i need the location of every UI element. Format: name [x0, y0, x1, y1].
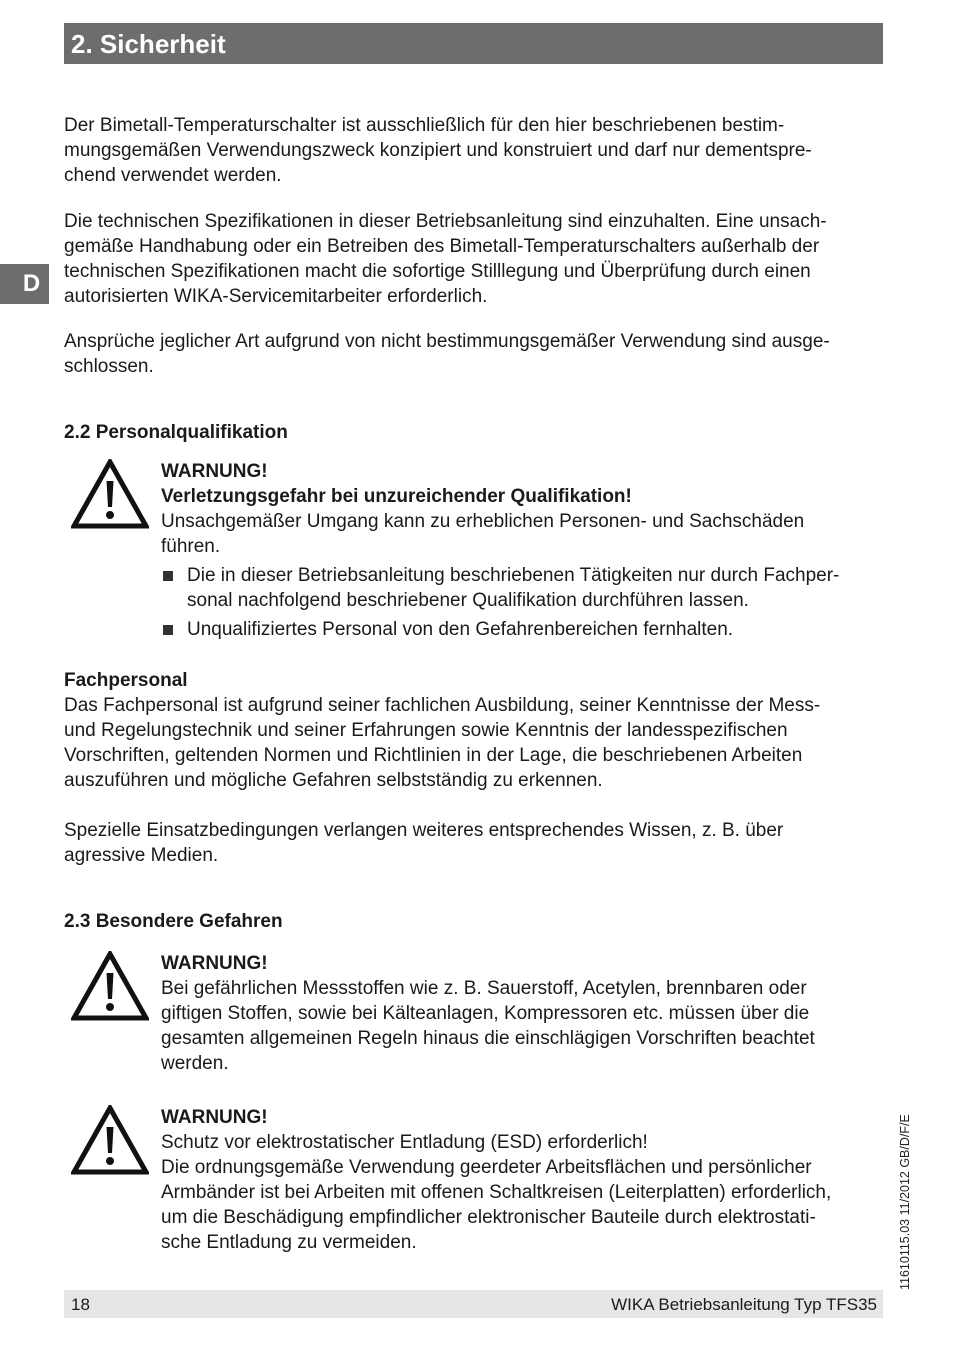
text-line: auszuführen und mögliche Gefahren selbstständig zu erkennen. [64, 770, 603, 791]
intro-paragraph-2 [64, 209, 894, 309]
footer-document-title: WIKA Betriebsanleitung Typ TFS35 [611, 1295, 877, 1314]
text-line: Das Fachpersonal ist aufgrund seiner fachlichen Ausbildung, seiner Kenntnisse der Mess- [64, 695, 821, 716]
fachpersonal-section [64, 668, 894, 793]
warning-text-line: gesamten allgemeinen Regeln hinaus die einschlägigen Vorschriften beachtet [161, 1028, 815, 1049]
intro-paragraph-1 [64, 113, 894, 188]
bullet-text-line: sonal nachfolgend beschriebener Qualifikation durchführen lassen. [187, 590, 749, 611]
section-heading-2-3: 2.3 Besondere Gefahren [64, 911, 283, 932]
document-code-text: 11610115.03 11/2012 GB/D/F/E [898, 1114, 912, 1290]
page-footer [64, 1290, 883, 1318]
bullet-text-line: Die in dieser Betriebsanleitung beschriebenen Tätigkeiten nur durch Fachper- [187, 565, 840, 586]
warning-text-line: Bei gefährlichen Messstoffen wie z. B. Sauerstoff, Acetylen, brennbaren oder [161, 978, 807, 999]
warning-text-line: führen. [161, 536, 221, 557]
text-line: Ansprüche jeglicher Art aufgrund von nicht bestimmungsgemäßer Verwendung sind ausge- [64, 331, 830, 352]
warning-text-line: um die Beschädigung empfindlicher elektronischer Bauteile durch elektrostati- [161, 1207, 816, 1228]
intro-paragraph-3 [64, 329, 894, 379]
text-line: schlossen. [64, 356, 154, 377]
warning-content [161, 1105, 891, 1255]
fachpersonal-paragraph-2 [64, 818, 894, 868]
warning-subtitle: Verletzungsgefahr bei unzureichender Qualifikation! [161, 486, 632, 507]
text-line: Vorschriften, geltenden Normen und Richtlinien in der Lage, die beschriebenen Arbeiten [64, 745, 803, 766]
bullet-text-line: Unqualifiziertes Personal von den Gefahrenbereichen fernhalten. [187, 619, 734, 640]
text-line: technischen Spezifikationen macht die sofortige Stilllegung und Überprüfung durch einen [64, 261, 811, 282]
warning-triangle-icon [71, 1105, 149, 1175]
warning-label: WARNUNG! [161, 461, 268, 482]
bullet-item [161, 563, 891, 613]
fachpersonal-heading: Fachpersonal [64, 670, 188, 691]
warning-text-line: sche Entladung zu vermeiden. [161, 1232, 417, 1253]
bullet-item [161, 617, 891, 642]
warning-triangle-icon [71, 951, 149, 1021]
section-heading-2-2: 2.2 Personalqualifikation [64, 422, 288, 443]
warning-subtitle: Schutz vor elektrostatischer Entladung (ESD) erforderlich! [161, 1132, 648, 1153]
square-bullet-icon [163, 625, 173, 635]
text-line: agressive Medien. [64, 845, 219, 866]
warning-text-line: giftigen Stoffen, sowie bei Kälteanlagen, Kompressoren etc. müssen über die [161, 1003, 810, 1024]
text-line: mungsgemäßen Verwendungszweck konzipiert und konstruiert und darf nur dementspre- [64, 140, 812, 161]
text-line: chend verwendet werden. [64, 165, 282, 186]
warning-triangle-icon [71, 459, 149, 529]
text-line: Spezielle Einsatzbedingungen verlangen weiteres entsprechendes Wissen, z. B. über [64, 820, 784, 841]
warning-text-line: Armbänder ist bei Arbeiten mit offenen Schaltkreisen (Leiterplatten) erforderlich, [161, 1182, 832, 1203]
section-header-bar [64, 23, 883, 64]
section-title: 2. Sicherheit [71, 29, 226, 59]
text-line: und Regelungstechnik und seiner Erfahrungen sowie Kenntnis der landesspezifischen [64, 720, 788, 741]
text-line: Die technischen Spezifikationen in dieser Betriebsanleitung sind einzuhalten. Eine unsach- [64, 211, 827, 232]
warning-text-line: werden. [161, 1053, 229, 1074]
text-line: autorisierten WIKA-Servicemitarbeiter erforderlich. [64, 286, 488, 307]
text-line: Der Bimetall-Temperaturschalter ist ausschließlich für den hier beschriebenen bestim- [64, 115, 785, 136]
warning-content [161, 951, 891, 1076]
warning-content [161, 459, 891, 642]
language-tab: D [0, 264, 49, 304]
warning-text-line: Unsachgemäßer Umgang kann zu erheblichen Personen- und Sachschäden [161, 511, 805, 532]
text-line: gemäße Handhabung oder ein Betreiben des Bimetall-Temperaturschalters außerhalb der [64, 236, 820, 257]
square-bullet-icon [163, 571, 173, 581]
warning-text-line: Die ordnungsgemäße Verwendung geerdeter Arbeitsflächen und persönlicher [161, 1157, 812, 1178]
warning-label: WARNUNG! [161, 953, 268, 974]
warning-label: WARNUNG! [161, 1107, 268, 1128]
page-number: 18 [71, 1295, 90, 1314]
